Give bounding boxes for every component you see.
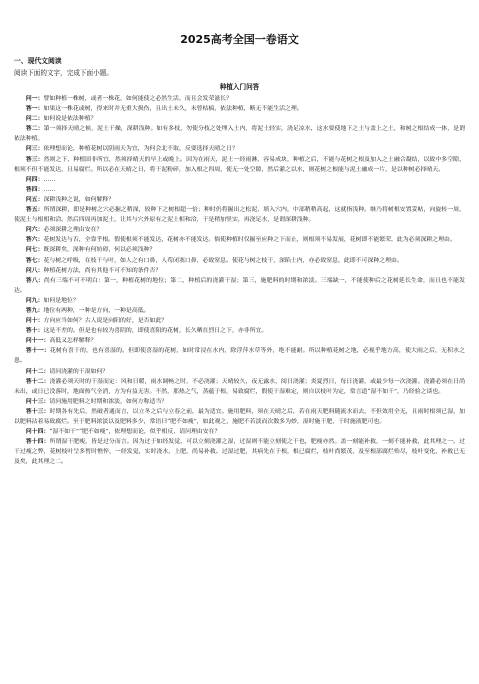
qa-paragraph xyxy=(14,185,465,195)
qa-text: 依理想而论，种植花树以阴雨天为宜，为何会北不取，反要选择天晴之日？ xyxy=(43,146,238,153)
qa-paragraph xyxy=(14,94,465,104)
qa-paragraph xyxy=(14,225,465,235)
qa-paragraph xyxy=(14,114,465,124)
qa-label: 问一： xyxy=(25,95,44,102)
qa-text: 譬如种植一株树，或者一株花，如何能使之必然生活，而且会发荣滋长？ xyxy=(43,96,232,102)
qa-paragraph xyxy=(14,367,465,377)
qa-text: 花树发达与否，全靠乎根。假使根须不能发达，花树亦不能发达。倘使种植时仅掘至应种之下而止，则根须不易发展，花树即不能繁荣，此为必须深耕之理由。 xyxy=(43,237,456,244)
qa-label: 问十二： xyxy=(25,367,50,375)
qa-text: 尚有三端不可不明白：第一，种植花树的地位；第二，种植后的浇灌干湿；第三，施肥料的时期和浓淡。三端缺一，不能使种后之花树延长生命，而且也不能发达。 xyxy=(14,277,466,294)
qa-paragraph xyxy=(14,124,465,144)
qa-paragraph xyxy=(14,245,465,255)
article-title: 种植入门问答 xyxy=(219,83,260,91)
qa-paragraph xyxy=(14,407,465,427)
qa-text: 深耕浅种之说，如何解释？ xyxy=(43,196,115,203)
qa-label: 答七： xyxy=(25,256,44,264)
qa-text: 时期各有先后，然破者通而言，以立冬之后与立春之前，最为适宜。施用肥料，须在天晴之后，若在雨天肥料随流水而去，不但效用全无，且雨时根须已湿，加以肥料沾着易致腐烂。至于肥料浓淡以及肥料多少，常语曰“肥不如瘦”，如此观之，施肥不若淡而次数多为妙，湿时施干肥，干时施液肥可也。 xyxy=(14,408,466,425)
qa-label: 问二： xyxy=(25,115,44,123)
qa-paragraph xyxy=(14,276,465,296)
qa-text: 花与树之呼吸，在枝干与叶，如人之有口鼻，人苟闭塞口鼻，必致窒息。使花与树之枝干，深陷土内，亦必致窒息，此即不可深种之理由。 xyxy=(43,257,403,264)
qa-text: 花树有喜干的，也有喜湿的。但即使喜湿的花树，如时常浸在水内，除浮萍水草等外，绝不能耐。所以种植花树之地，必视乎地方高，使大雨之后，无积水之患。 xyxy=(14,348,466,365)
qa-label: 问九： xyxy=(25,296,44,304)
qa-text: 第一须择天晴之候，泥土干燥，深耕浅种。如有多枝，勿使分枝之处埋入土内，将泥土轻实，浇足凉水，这水要使地下之土与盖上之土，和树之根结成一体，是谓依法种植。 xyxy=(14,126,466,143)
qa-paragraph xyxy=(14,306,465,316)
qa-paragraph xyxy=(14,326,465,336)
qa-text: 如果这一株花或树，得来时并无重大损伤，且出土未久，未曾枯槁，依法种植，断无不能生活之理。 xyxy=(43,106,303,113)
qa-text: 必须深耕之理由安在？ xyxy=(43,227,103,234)
qa-label: 答十一： xyxy=(25,347,50,355)
qa-label: 答十四： xyxy=(25,438,50,446)
qa-text: 请问浇灌的干湿如何？ xyxy=(49,368,109,375)
qa-paragraph xyxy=(14,437,465,467)
qa-label: 问五： xyxy=(25,195,44,203)
qa-text: 所谓深耕，即是种树之穴必掘之稍深，较种下之树根超一倍；种时仍将掘出之松泥，填入穴内，中部稍稍高起，这就指浅种。继乃将树根安置妥帖，向旋转一周，使泥土与根相和洽。然后四周再加泥土，让其与穴外原有之泥土相和洽，于是稍加竖实，再浇足水，是谓深耕浅种。 xyxy=(14,207,466,224)
qa-text: …… xyxy=(43,186,56,193)
qa-label: 答五： xyxy=(25,206,44,214)
qa-label: 问十三： xyxy=(25,397,50,405)
qa-label: 答一： xyxy=(25,105,44,113)
qa-text: 方向应当如何？古人说是向阳的好，是否如此？ xyxy=(43,318,168,325)
qa-label: 问八： xyxy=(25,266,44,274)
qa-label: 问十一： xyxy=(25,337,50,345)
qa-text: 这是不差的。但是也有较为喜阴的，即使喜阳的花树，长久晒在烈日之下，亦非所宜。 xyxy=(43,328,268,335)
qa-paragraph xyxy=(14,195,465,205)
qa-text: 如何是地位？ xyxy=(43,297,79,304)
qa-text: 地位有两种，一种是方向，一种是高低。 xyxy=(43,307,150,314)
qa-paragraph xyxy=(14,296,465,306)
qa-paragraph xyxy=(14,205,465,225)
qa-label: 问六： xyxy=(25,226,44,234)
qa-label: 问十： xyxy=(25,317,44,325)
section-heading: 一、现代文阅读 xyxy=(14,57,62,65)
qa-label: 问四： xyxy=(25,175,44,183)
qa-paragraph xyxy=(14,144,465,154)
qa-label: 问十四： xyxy=(25,428,50,436)
qa-label: 答十三： xyxy=(25,407,50,415)
qa-paragraph xyxy=(14,175,465,185)
qa-text: 如何说是依法种植？ xyxy=(43,116,97,123)
qa-text: 种植花树方法，尚有其他不可不知的条件否？ xyxy=(43,267,162,274)
qa-paragraph xyxy=(14,104,465,114)
qa-paragraph xyxy=(14,266,465,276)
qa-label: 答六： xyxy=(25,236,44,244)
qa-label: 问三： xyxy=(25,145,44,153)
qa-label: 答十： xyxy=(25,327,44,335)
qa-text: 高低又怎样解释？ xyxy=(49,338,97,345)
qa-label: 答十二： xyxy=(25,377,50,385)
qa-label: 答九： xyxy=(25,306,44,314)
qa-text: 浇灌必须天时的干湿而定：风和日暖，雨水调畅之时，不必浇灌；天晴较久，夜无露水，阅日浇灌；炎夏烈日，每日浇灌，或最少每一次浇灌。浇灌必须在日尚未出，或日已没落时，地面热气全消，方为有益无害。不然，那热之气，蒸蕴于根，易致腐烂，假使干湿难定，则自以枝叶为定，常言道“湿不如干”，乃经验之谈也。 xyxy=(14,378,466,395)
instruction-text: 阅读下面的文字，完成下面小题。 xyxy=(14,69,113,77)
qa-text: …… xyxy=(43,176,56,183)
qa-paragraph xyxy=(14,377,465,397)
qa-paragraph xyxy=(14,235,465,245)
qa-label: 答二： xyxy=(25,125,44,133)
qa-paragraph xyxy=(14,336,465,346)
qa-text: 既深耕矣，深种有何妨碍，何以必须浅种？ xyxy=(43,247,156,254)
qa-list xyxy=(14,94,465,467)
qa-paragraph xyxy=(14,397,465,407)
qa-paragraph xyxy=(14,427,465,437)
qa-label: 答三： xyxy=(25,155,44,163)
qa-paragraph xyxy=(14,256,465,266)
qa-text: “湿不如干”“肥不如瘦”，依理想而论，似乎相反，请问理由安在？ xyxy=(49,429,221,436)
document-title: 2025高考全国一卷语文 xyxy=(180,33,299,46)
qa-label: 问七： xyxy=(25,246,44,254)
qa-label: 答四： xyxy=(25,185,44,193)
qa-text: 然则之下，种植固非所宜，然须择晴天的早上或晚上。因为在雨天，泥土一经雨淋，容易成块，种植之后，不能与花树之根及加入之土融合凝结，以致中多空隙，根须不但不能发达，且易腐烂。所以必在天晴之日，将干泥粉碎，加入根之四周，使无一处空隙，然后灌之以水，则花树之根能与泥土融成一片，是以种树必择晴天。 xyxy=(14,156,466,173)
qa-text: 请问施用肥料之时期和浓淡，如何方称适当？ xyxy=(49,398,168,405)
qa-label: 答八： xyxy=(25,276,44,284)
qa-paragraph xyxy=(14,316,465,326)
qa-paragraph xyxy=(14,346,465,366)
qa-text: 所谓湿干肥瘦，皆是过分而言。因为过于如经发觉，可以立刻浇灌之湿，过湿则不能立刻使之干也，肥瘦亦然。盖一刻能补救，一刻不能补救，此其理之一。过干过瘦之弊，花树枝叶呈多暂时憔悴，一经发觉，实时浇水，上肥，尚易补救。过湿过肥，其病先在于根，根已腐烂，枝叶尚繁茂，及至根部腐烂殆尽，枝叶变化，补救已无及矣，此其理之二。 xyxy=(14,439,466,466)
qa-paragraph xyxy=(14,155,465,175)
